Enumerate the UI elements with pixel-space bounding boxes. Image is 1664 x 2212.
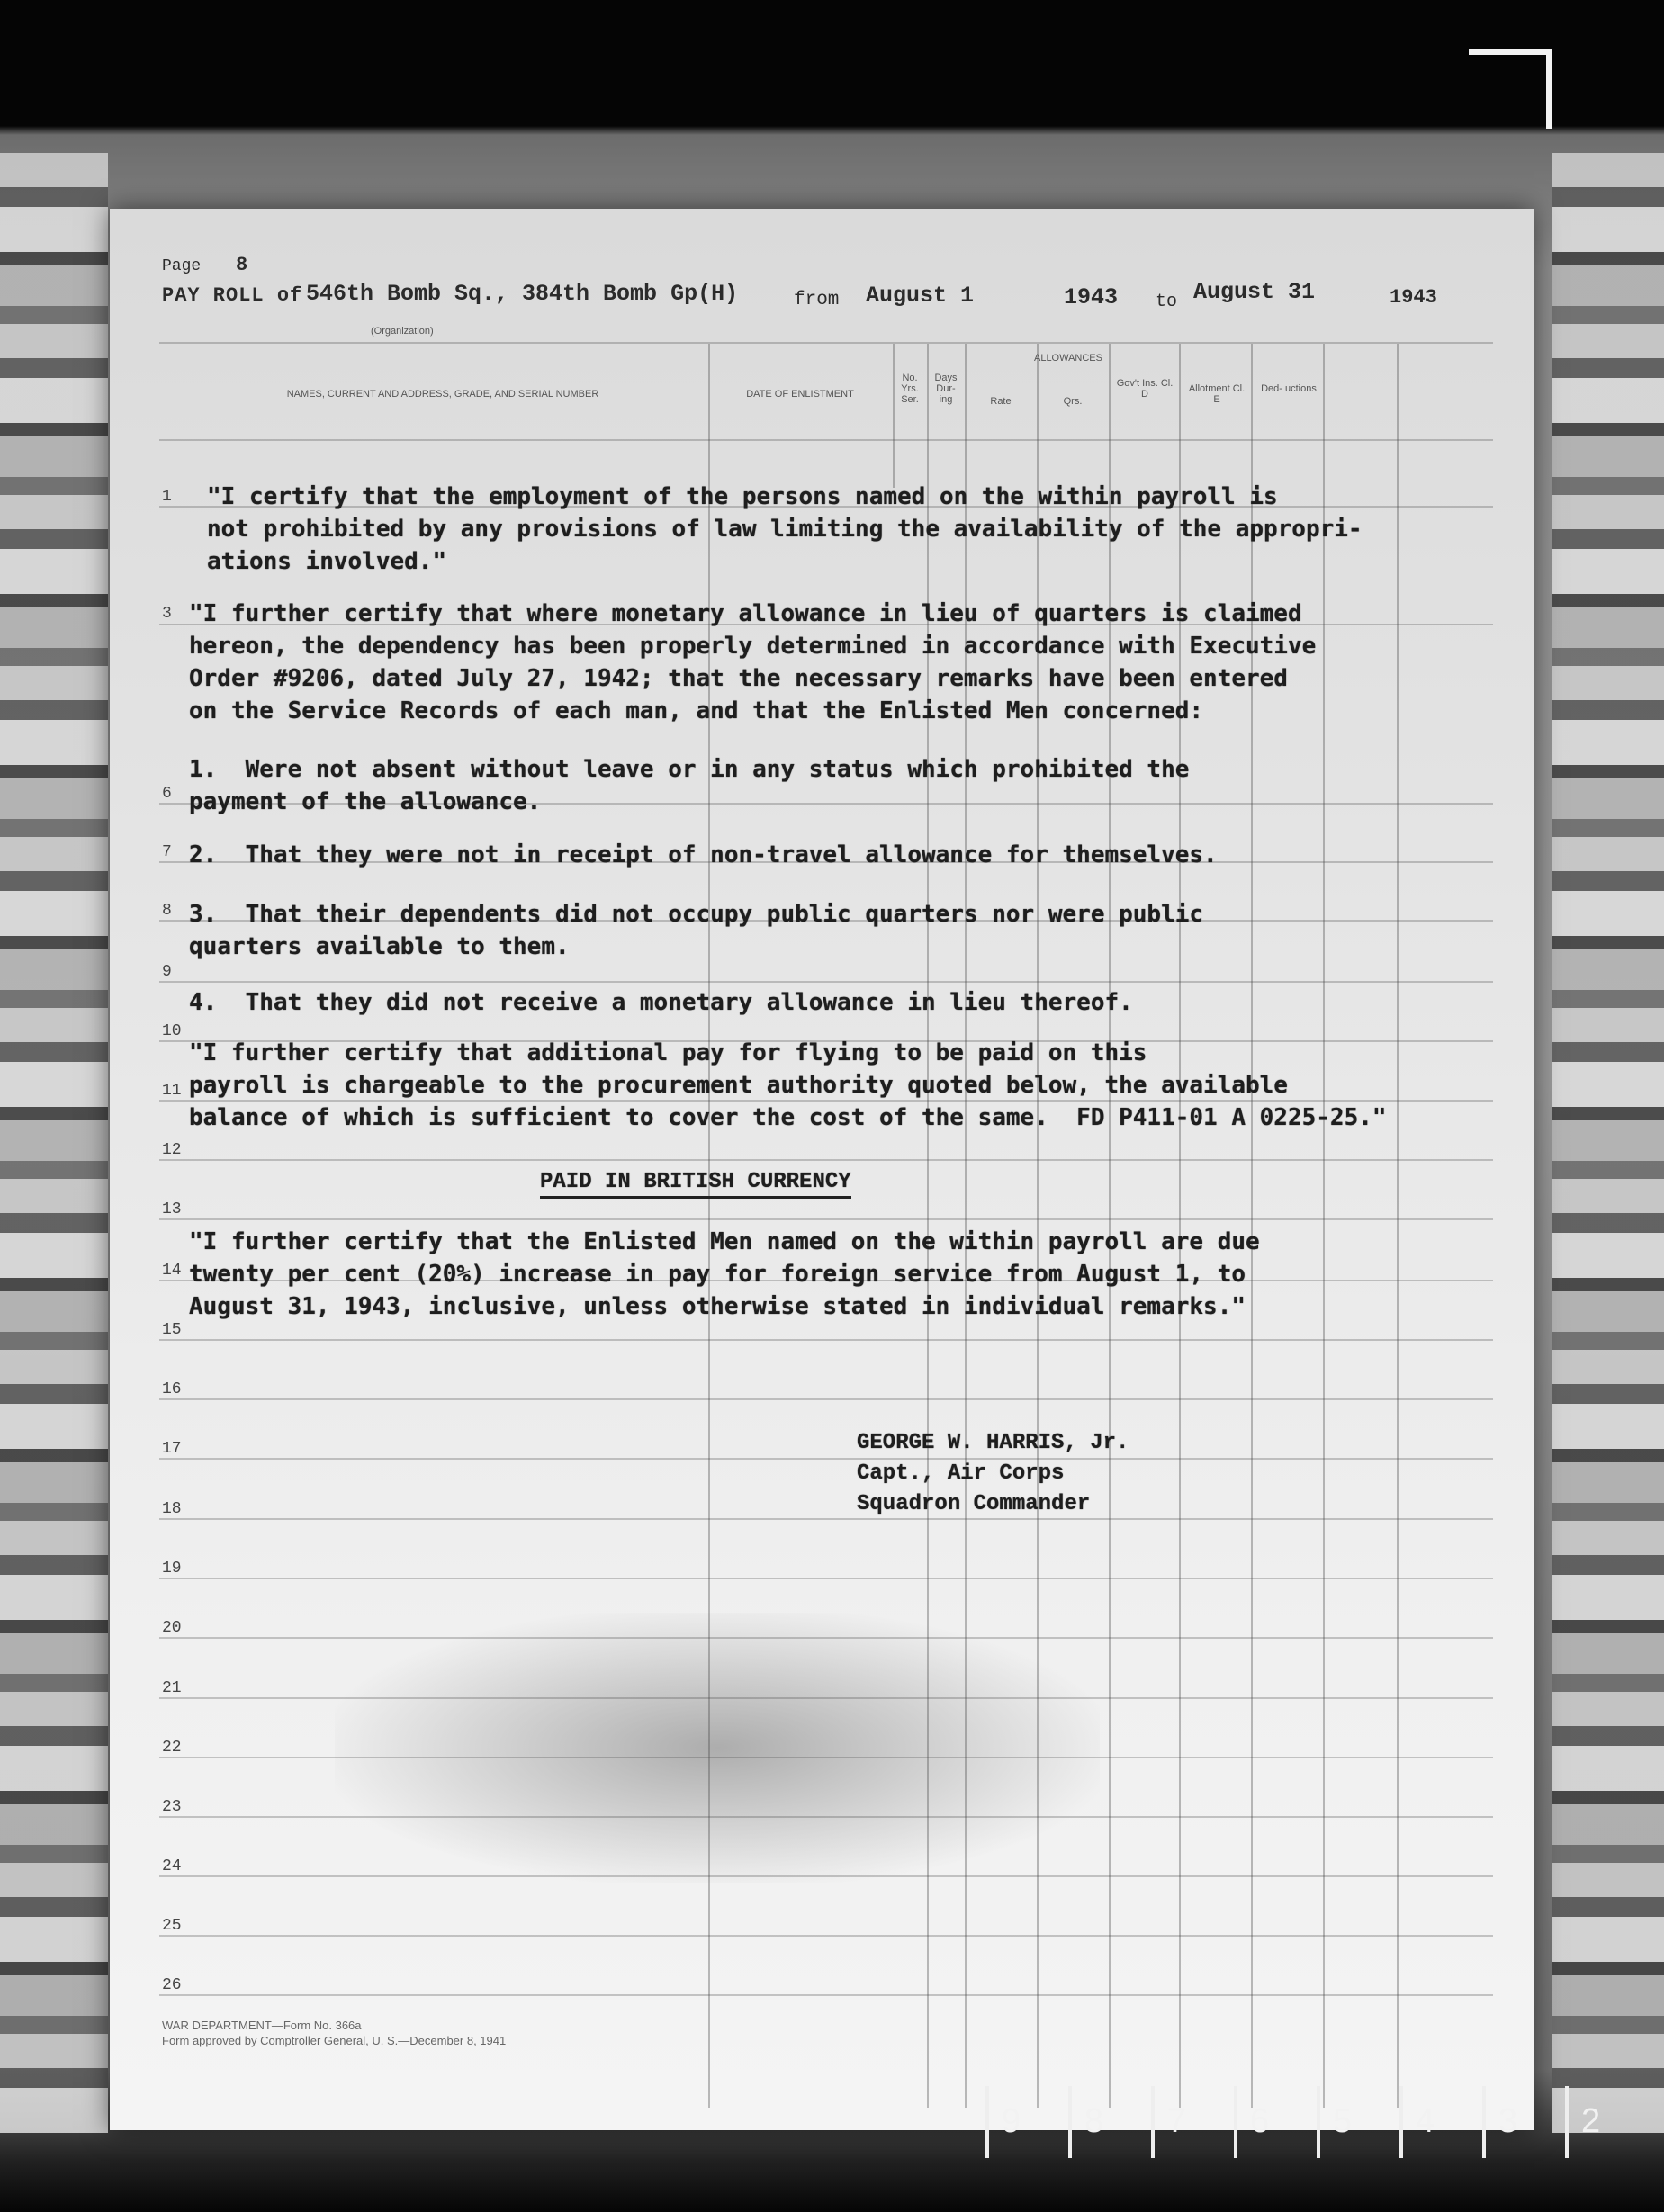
row-rule <box>159 1339 1493 1341</box>
row-number: 7 <box>162 843 172 861</box>
row-number: 16 <box>162 1380 182 1398</box>
row-number: 24 <box>162 1857 182 1875</box>
frame-number: 2 <box>1565 2086 1648 2158</box>
row-number: 1 <box>162 488 172 506</box>
film-frame-numbers <box>985 2086 1648 2158</box>
certification-paragraph-1: "I certify that the employment of the persons named on the within payroll is not prohibited by any provisions of law limiting the availability of the appropri- ations involved." <box>207 483 1363 575</box>
row-number: 21 <box>162 1679 182 1697</box>
column-header-days: Days Dur- ing <box>934 373 958 405</box>
payroll-label: PAY ROLL of <box>162 284 303 307</box>
film-corner-mark <box>1469 49 1552 129</box>
row-rule <box>159 1637 1493 1639</box>
signer-title: Squadron Commander <box>857 1492 1091 1516</box>
row-rule <box>159 1398 1493 1400</box>
start-year: 1943 <box>1064 284 1119 310</box>
form-approval: Form approved by Comptroller General, U. S.—December 8, 1941 <box>162 2034 507 2047</box>
row-number: 3 <box>162 605 172 623</box>
column-header-deductions: Ded- uctions <box>1261 383 1317 394</box>
row-rule <box>159 1218 1493 1220</box>
column-header-enlistment: DATE OF ENLISTMENT <box>746 389 854 400</box>
form-number: WAR DEPARTMENT—Form No. 366a <box>162 2019 362 2032</box>
row-number: 6 <box>162 785 172 803</box>
row-number: 10 <box>162 1022 182 1040</box>
condition-item-1: 1. Were not absent without leave or in any status which prohibited the payment of the allowance. <box>189 756 1190 815</box>
row-rule <box>159 1697 1493 1699</box>
column-divider <box>893 344 895 488</box>
column-header-names: NAMES, CURRENT AND ADDRESS, GRADE, AND SERIAL NUMBER <box>286 389 599 400</box>
certification-paragraph-2: "I further certify that where monetary allowance in lieu of quarters is claimed hereon, the dependency has been properly determined in accordance with Executive Order #9206, dated July 27, 1942; that the necessary remarks have been entered on the Service Records of each man, and that the Enlisted Men concerned: <box>189 600 1317 724</box>
row-number: 18 <box>162 1500 182 1518</box>
frame-number: 3 <box>1482 2086 1565 2158</box>
frame-number: 7 <box>1151 2086 1234 2158</box>
frame-number: 9 <box>985 2086 1068 2158</box>
condition-item-3: 3. That their dependents did not occupy public quarters nor were public quarters available to them. <box>189 901 1204 960</box>
row-number: 20 <box>162 1619 182 1637</box>
foreign-service-paragraph: "I further certify that the Enlisted Men named on the within payroll are due twenty per cent (20%) increase in pay for foreign service from August 1, to August 31, 1943, inclusive, unless otherwise stated in individual remarks." <box>189 1228 1260 1320</box>
row-rule <box>159 1994 1493 1996</box>
paper-smudge <box>335 1613 1100 1883</box>
row-number: 14 <box>162 1262 182 1280</box>
frame-number: 4 <box>1399 2086 1482 2158</box>
column-header-rate: Rate <box>990 396 1012 407</box>
header-rule <box>159 342 1493 344</box>
row-rule <box>159 1875 1493 1877</box>
column-header-allowances: ALLOWANCES <box>1033 353 1102 364</box>
film-edge-right <box>1552 153 1664 2133</box>
row-number: 17 <box>162 1440 182 1458</box>
row-rule <box>159 1458 1493 1460</box>
signer-name: GEORGE W. HARRIS, Jr. <box>857 1431 1129 1455</box>
row-rule <box>159 1159 1493 1161</box>
row-rule <box>159 1935 1493 1937</box>
column-header-insurance: Gov't Ins. Cl. D <box>1116 378 1174 400</box>
signature-block <box>857 1428 1129 1520</box>
frame-number: 8 <box>1068 2086 1151 2158</box>
row-rule <box>159 1816 1493 1818</box>
row-number: 26 <box>162 1976 182 1994</box>
row-number: 25 <box>162 1917 182 1935</box>
from-date: August 1 <box>866 283 975 309</box>
header-rule <box>159 439 1493 441</box>
to-date: August 31 <box>1193 279 1316 305</box>
form-footer <box>162 2018 506 2048</box>
page-number: 8 <box>236 254 248 276</box>
row-number: 13 <box>162 1200 182 1218</box>
row-number: 15 <box>162 1321 182 1339</box>
row-rule <box>159 981 1493 983</box>
row-number: 8 <box>162 902 172 920</box>
page-label: Page <box>162 257 202 275</box>
signer-rank: Capt., Air Corps <box>857 1461 1065 1486</box>
column-header-quarters: Qrs. <box>1063 396 1083 407</box>
from-label: from <box>794 290 840 310</box>
end-year: 1943 <box>1390 286 1437 309</box>
flying-pay-paragraph: "I further certify that additional pay for flying to be paid on this payroll is chargeable to the procurement authority quoted below, the available balance of which is sufficient to cover the cost of the same. FD P411-01 A 0225-25." <box>189 1039 1387 1131</box>
to-label: to <box>1156 292 1178 312</box>
row-number: 9 <box>162 963 172 981</box>
film-edge-left <box>0 153 108 2133</box>
payroll-document <box>110 209 1534 2130</box>
organization: 546th Bomb Sq., 384th Bomb Gp(H) <box>306 281 739 307</box>
row-number: 22 <box>162 1739 182 1757</box>
condition-item-4: 4. That they did not receive a monetary allowance in lieu thereof. <box>189 989 1133 1016</box>
row-number: 23 <box>162 1798 182 1816</box>
row-number: 11 <box>162 1082 182 1100</box>
condition-item-2: 2. That they were not in receipt of non-travel allowance for themselves. <box>189 841 1218 868</box>
column-header-years: No. Yrs. Ser. <box>901 373 919 405</box>
row-rule <box>159 1757 1493 1758</box>
frame-number: 5 <box>1317 2086 1399 2158</box>
row-number: 12 <box>162 1141 182 1159</box>
row-rule <box>159 1518 1493 1520</box>
currency-heading: PAID IN BRITISH CURRENCY <box>540 1170 851 1199</box>
org-caption: (Organization) <box>371 326 434 337</box>
row-rule <box>159 1578 1493 1579</box>
frame-number: 6 <box>1234 2086 1317 2158</box>
column-header-allotment: Allotment Cl. E <box>1188 383 1246 405</box>
row-number: 19 <box>162 1560 182 1578</box>
